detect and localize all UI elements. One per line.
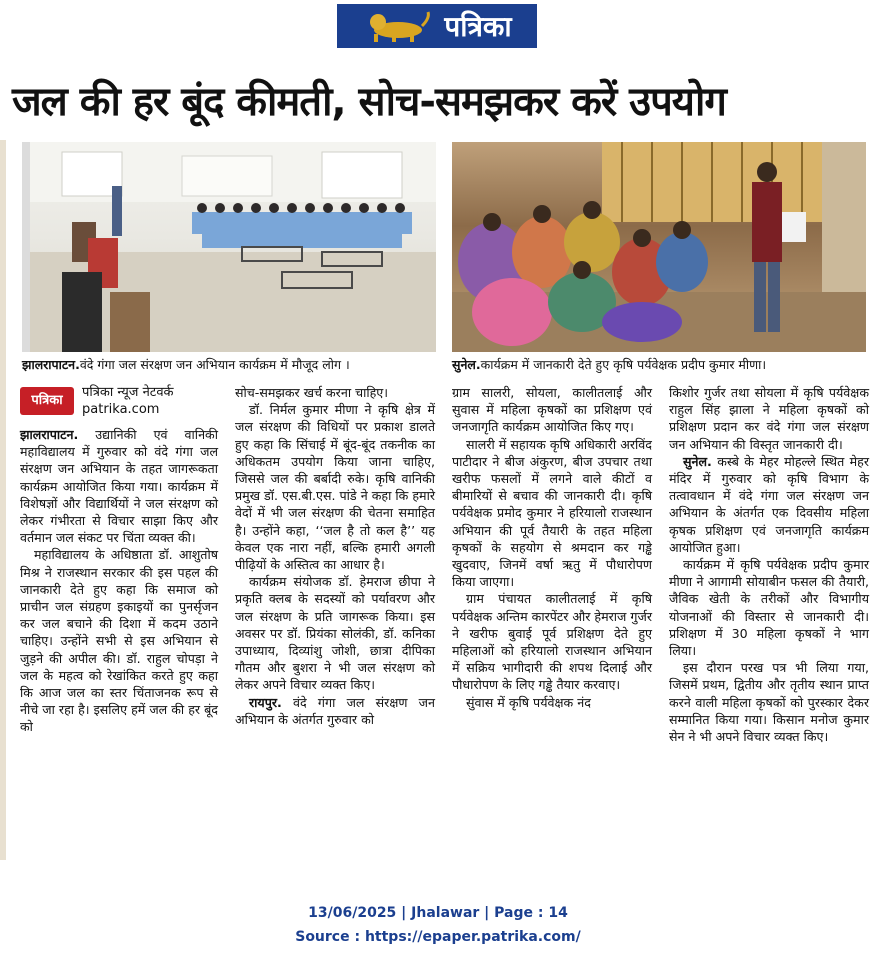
photo-caption-1 xyxy=(22,356,350,373)
article-column-4 xyxy=(669,384,869,745)
classroom-photo xyxy=(22,142,436,352)
paragraph: कार्यक्रम में कृषि पर्यवेक्षक प्रदीप कुमार मीणा ने आगामी सोयाबीन फसल की तैयारी, जैविक खेती के तरीकों और विभागीय योजनाओं की विस्तार से जानकारी दी। प्रशिक्षण में 30 महिला कृषकों ने भाग लिया। xyxy=(669,557,869,659)
byline xyxy=(20,384,218,418)
byline-network: पत्रिका न्यूज नेटवर्क xyxy=(82,385,174,400)
paragraph: कार्यक्रम संयोजक डॉ. हेमराज छीपा ने प्रकृति क्लब के सदस्यों को पर्यावरण और जल संरक्षण के प्रति जागरूक किया। इस अवसर पर डॉ. प्रियंका सोलंकी, डॉ. कनिका उपाध्याय, दिव्यांशु जोशी, छात्रा दीपिका गौतम और बुशरा ने भी जल संरक्षण को लेकर अपने विचार व्यक्त किए। xyxy=(235,574,435,693)
paragraph: ग्राम पंचायत कालीतलाई में कृषि पर्यवेक्षक अन्तिम कारपेंटर और हेमराज गुर्जर ने खरीफ बुवाई पूर्व प्रशिक्षण देते हुए महिलाओं को हरियालो राजस्थान अभियान में सक्रिय भागीदारी की शपथ दिलाई और पौधारोपण के लिए गड्ढे तैयार करवाए। xyxy=(452,591,652,693)
training-photo xyxy=(452,142,866,352)
footer-source-link[interactable]: Source : https://epaper.patrika.com/ xyxy=(295,929,581,945)
footer-dateline: 13/06/2025 | Jhalawar | Page : 14 xyxy=(308,905,568,921)
byline-site: patrika.com xyxy=(82,402,160,417)
patrika-logo: पत्रिका xyxy=(20,387,74,415)
paragraph: सुंवास में कृषि पर्यवेक्षक नंद xyxy=(466,694,591,710)
paragraph: सुनेल. कस्बे के मेहर मोहल्ले स्थित मेहर मंदिर में गुरुवार को कृषि विभाग के तत्वावधान में वंदे गंगा जल संरक्षण जन अभियान के अंतर्गत एक दिवसीय महिला कृषक प्रशिक्षण एवं जनजागृति कार्यक्रम आयोजित हुआ। xyxy=(669,453,869,555)
masthead-name: पत्रिका xyxy=(444,10,512,43)
paragraph: ग्राम सालरी, सोयला, कालीतलाई और सुवास में महिला कृषकों का प्रशिक्षण एवं जनजागृति कार्यक्रम आयोजित किए गए। xyxy=(452,385,652,435)
byline-text xyxy=(82,384,174,418)
paragraph: इस दौरान परख पत्र भी लिया गया, जिसमें प्रथम, द्वितीय और तृतीय स्थान प्राप्त करने वाली महिला कृषकों को पुरस्कार देकर सम्मानित किया गया। किसान मनोज कुमार सेन ने भी अपने विचार व्यक्त किए। xyxy=(669,660,869,745)
paragraph: झालरापाटन. उद्यानिकी एवं वानिकी महाविद्यालय में गुरुवार को वंदे गंगा जल संरक्षण जन अभियान के तहत जागरूकता कार्यक्रम आयोजित किया गया। कार्यक्रम में विशेषज्ञों और विद्यार्थियों ने जल संरक्षण को लेकर गंभीरता से विचार साझा किए और वर्तमान जल संकट पर चिंता व्यक्त की। xyxy=(20,427,218,546)
caption-text: कार्यक्रम में जानकारी देते हुए कृषि पर्यवेक्षक प्रदीप कुमार मीणा। xyxy=(480,357,767,372)
masthead xyxy=(337,4,537,48)
paragraph: महाविद्यालय के अधिष्ठाता डॉ. आशुतोष मिश्र ने राजस्थान सरकार की इस पहल की जानकारी देते हुए कहा कि समाज को प्राचीन जल संग्रहण इकाइयों का पुनर्सृजन कर जल बचाने की दिशा में कदम उठाने चाहिए। उन्होंने सभी से इस अभियान से जुड़ने की अपील की। डॉ. राहुल चोपड़ा ने जल के महत्व को रेखांकित करते हुए कहा कि आज जल का स्तर चिंताजनक रूप से नीचे जा रहा है। इसलिए हमें जल की हर बूंद को xyxy=(20,547,218,735)
paragraph: किशोर गुर्जर तथा सोयला में कृषि पर्यवेक्षक राहुल सिंह झाला ने महिला कृषकों को प्रशिक्षण प्रदान कर वंदे गंगा जल संरक्षण जन अभियान की विस्तृत जानकारी दी। xyxy=(669,385,869,452)
paragraph: रायपुर. वंदे गंगा जल संरक्षण जन अभियान के अंतर्गत गुरुवार को xyxy=(235,694,435,727)
article-column-3 xyxy=(452,384,652,711)
adjacent-page-edge xyxy=(0,140,6,860)
classroom-scene xyxy=(22,142,436,352)
lion-emblem-icon xyxy=(362,10,432,42)
caption-place: झालरापाटन. xyxy=(22,357,80,372)
paragraph: सालरी में सहायक कृषि अधिकारी अरविंद पाटीदार ने बीज अंकुरण, बीज उपचार तथा खरीफ फसलों में लगने वाले कीटों व बीमारियों से बचाव की जानकारी दी। कृषि पर्यवेक्षक प्रमोद कुमार ने हरियालो राजस्थान अभियान की पूर्व तैयारी के तहत महिला कृषकों के सहयोग से श्रमदान कर गड्ढे खुदवाए, जिनमें वर्षा ऋतु में पौधारोपण किया जाएगा। xyxy=(452,436,652,590)
photo-caption-2 xyxy=(452,356,766,373)
article-headline: जल की हर बूंद कीमती, सोच-समझकर करें उपयोग xyxy=(12,79,726,125)
training-scene xyxy=(452,142,866,352)
article-column-2 xyxy=(235,384,435,728)
paragraph: सोच-समझकर खर्च करना चाहिए। xyxy=(235,385,389,400)
caption-text: वंदे गंगा जल संरक्षण जन अभियान कार्यक्रम में मौजूद लोग । xyxy=(79,357,350,372)
paragraph: डॉ. निर्मल कुमार मीणा ने कृषि क्षेत्र में जल संरक्षण की विधियों पर प्रकाश डालते हुए कहा कि सिंचाई में बूंद-बूंद तकनीक का अधिकतम उपयोग किया जाना चाहिए, जिससे जल की बर्बादी रुके। कृषि वानिकी प्रमुख डॉ. एस.बी.एस. पांडे ने कहा कि हमारे वेदों में भी जल संरक्षण की चेतना समाहित है। उन्होंने कहा, ‘‘जल है तो कल है’’ यह केवल एक नारा नहीं, बल्कि हमारी अगली पीढ़ियों के अस्तित्व का आधार है। xyxy=(235,402,435,573)
article-column-1 xyxy=(20,384,218,736)
caption-place: सुनेल. xyxy=(452,357,481,372)
